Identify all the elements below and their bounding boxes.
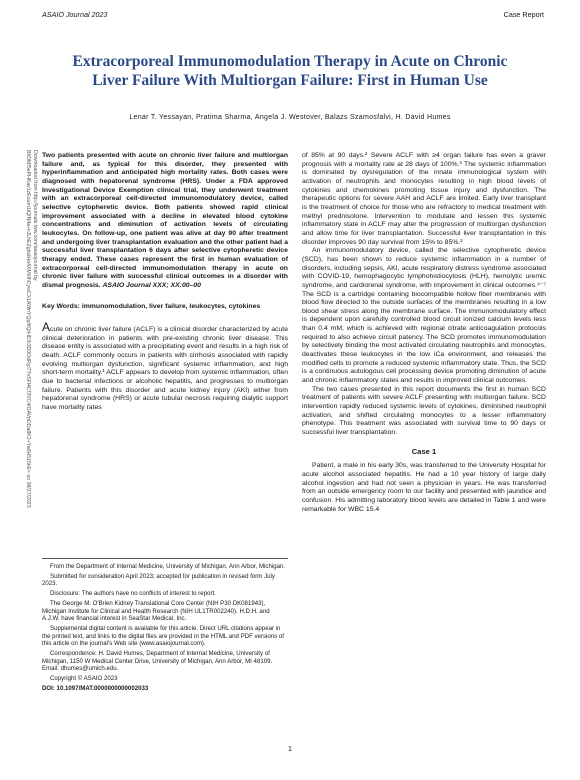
report-type: Case Report — [503, 10, 544, 19]
footnote-funding: The George M. O'Brien Kidney Translational Core Center (NIH P30 DK081943), Michigan Institute for Clinical and Health Research (NIH UL1TR002240). H.D.H. and A.J.W. have financial interest in SeaStar Medical, Inc. — [42, 599, 270, 623]
footnote-copyright: Copyright © ASAIO 2023 — [50, 675, 118, 683]
footnote-submission: Submitted for consideration April 2023; accepted for publication in revised form July 2023. — [42, 572, 275, 588]
journal-name: ASAIO Journal 2023 — [42, 10, 108, 19]
page-number: 1 — [287, 744, 293, 753]
footnote-disclosure: Disclosure: The authors have no conflicts of interest to report. — [50, 590, 216, 598]
section-heading: Case 1 — [411, 446, 437, 456]
footnotes — [42, 563, 288, 695]
doi: DOI: 10.1097/MAT.0000000000002033 — [42, 684, 149, 692]
introduction — [42, 320, 288, 413]
download-watermark — [4, 150, 38, 530]
drop-cap: A — [42, 320, 51, 335]
footnote-supplemental: Supplemental digital content is available for this article. Direct URL citations appear in the printed text, and links to the digital files are provided in the HTML and PDF versions of this article on the journal's Web site (www.asaiojournal.com). — [42, 624, 284, 648]
keywords-list: immunomodulation, liver failure, leukocytes, cytokines — [81, 302, 261, 310]
download-notice: Downloaded from http://journals.lww.com/asaiojournal by BhDMf5ePHKav1zEoum1tQfN4a+kJLhEZgbsIHo4XMi0hCywCX1AWnYQp/IlQrHD3i3D0OdRyi7TvSFl4Cf3VC4/OAVpDDa8K2+Ya6H515kE= on 08/27/2023 — [25, 150, 38, 508]
paragraph: The two cases presented in this report documents the first in human SCD treatment of patients with severe ACLF presenting with multiorgan failure. SCD intervention rapidly reduced systemic levels of cytokines, diminished neutrophil activation, and shifted circulating monocytes to a lesser inflammatory phenotype. This treatment was associated with survival time to 90 days or successful liver transplantation. — [302, 385, 546, 436]
paragraph: of 85% at 90 days.² Severe ACLF with ≥4 organ failure has even a graver prognosis with a mortality rate at 28 days of 100%.³ The systemic inflammation is dominated by dysregulation of the innate immunological system with activation of neutrophils and monocytes resulting in high blood levels of cytokines and chemokines promoting tissue injury and dysfunction. The therapeutic options for severe AAH and ACLF are limited. Early liver transplant is the treatment of choice for those who are refractory to medical treatment with methyl prednisolone. Intervention to modulate and lessen this systemic inflammatory state in ACLF may alter the progression of multiorgan dysfunction and allow time for liver transplantation. Successful liver transplantation in this disorder improves 90 day survival from 15% to 85%.² — [302, 152, 546, 246]
citation: ASAIO Journal XXX; XX:00–00 — [102, 281, 201, 289]
keywords — [42, 303, 288, 312]
author-list: Lenar T. Yessayan, Pratima Sharma, Angela J. Westover, Balazs Szamosfalvi, H. David Humes — [129, 114, 451, 121]
paragraph: Patient, a male in his early 30s, was transferred to the University Hospital for acute alcohol associated hepatitis. He had a 10 year history of large daily alcohol ingestion and had not seen a physician in years. He was transferred from an outside emergency room to our facility and presented with jaundice and confusion. His admitting laboratory blood levels are detailed in Table 1 and were remarkable for WBC 15.4 — [302, 462, 546, 513]
paragraph: An immunomodulatory device, called the selective cytopheretic device (SCD), has been shown to reduce systemic inflammation in a number of disorders, including sepsis, AKI, acute respiratory distress syndrome associated with COVID-19, hemophagocytic lymphohistiocytosis (HLH), hemolytic uremic syndrome, and cardiorenal syndrome, with improvement in clinical outcomes.⁴⁻⁷ The SCD is a cartridge containing biocompatible hollow fiber membranes with blood flow directed to the outside surfaces of the membranes resulting in a low blood shear stress along the membrane surface. The immunomodulatory effect is dependent upon carefully controlled blood circuit ionized calcium levels less than 0.4 mM, which is achieved with regional citrate anticoagulation protocols required to also achieve circuit patency. The SCD promotes immunomodulation by selectively binding the most activated circulating neutrophils and monocytes, deactivates these leukocytes in the low iCa environment, and releases the modified cells to promote a reduced systemic inflammatory state. Thus, the SCD is a continuous autologous cell processing device promoting diminution of acute and chronic inflammatory states and results in improved clinical outcomes. — [302, 247, 546, 385]
left-column — [42, 152, 288, 413]
footnote-correspondence: Correspondence: H. David Humes, Department of Internal Medicine, University of Michigan, 1150 W Medical Center Drive, University of Michigan, Ann Arbor, MI 48109. Email: dhumes@umich.edu. — [42, 650, 273, 673]
right-column — [302, 152, 546, 514]
intro-text: cute on chronic liver failure (ACLF) is a clinical disorder characterized by acute clinical deterioration in patients with pre-existing chronic liver disease. This disease entity is associated with a precipitating event and results in a high risk of death. ACLF commonly occurs in patients with cirrhosis associated with rapidly evolving multiorgan dysfunction, significant systemic inflammation, and high short-term mortality.¹ ACLF appears to develop from systemic inflammation, often due to bacterial infections or alcoholic hepatitis, and progresses to multiorgan failure. Patients with this disorder and acute kidney injury (AKI) either from hepatorenal syndrome (HRS) or acute tubular necrosis requiring dialytic support have mortality rates — [42, 326, 288, 412]
keywords-label: Key Words: — [42, 302, 80, 310]
article-title: Extracorporeal Immunomodulation Therapy in Acute on Chronic Liver Failure With Multiorgan Failure: First in Human Use — [72, 53, 508, 89]
footnote-affiliation: From the Department of Internal Medicine, University of Michigan, Ann Arbor, Michigan. — [50, 563, 286, 570]
footnote-divider — [42, 558, 288, 559]
abstract — [42, 152, 288, 291]
abstract-text: Two patients presented with acute on chronic liver failure and multiorgan failure and, as typical for this disorder, they presented with hyperinflammation and anticipated high mortality rates. Both cases were diagnosed with hepatorenal syndrome (HRS). Under a FDA approved Investigational Device Exemption clinical trial, they underwent treatment with an extracorporeal cell-directed immunomodulatory device, called selective cytopheretic device. Both patients showed rapid clinical improvement associated with a decline in elevated blood cytokine concentrations and diminution of activation levels of circulating leukocytes. On follow-up, one patient was alive at day 90 after treatment and undergoing liver transplantation evaluation and the other patient had a successful liver transplantation 6 days after selective cytopheretic device therapy ended. These cases represent the first in human evaluation of extracorporeal cell-directed immunomodulation therapy in acute on chronic liver failure with successful clinical outcomes in a disorder with dismal prognosis. — [42, 152, 288, 289]
